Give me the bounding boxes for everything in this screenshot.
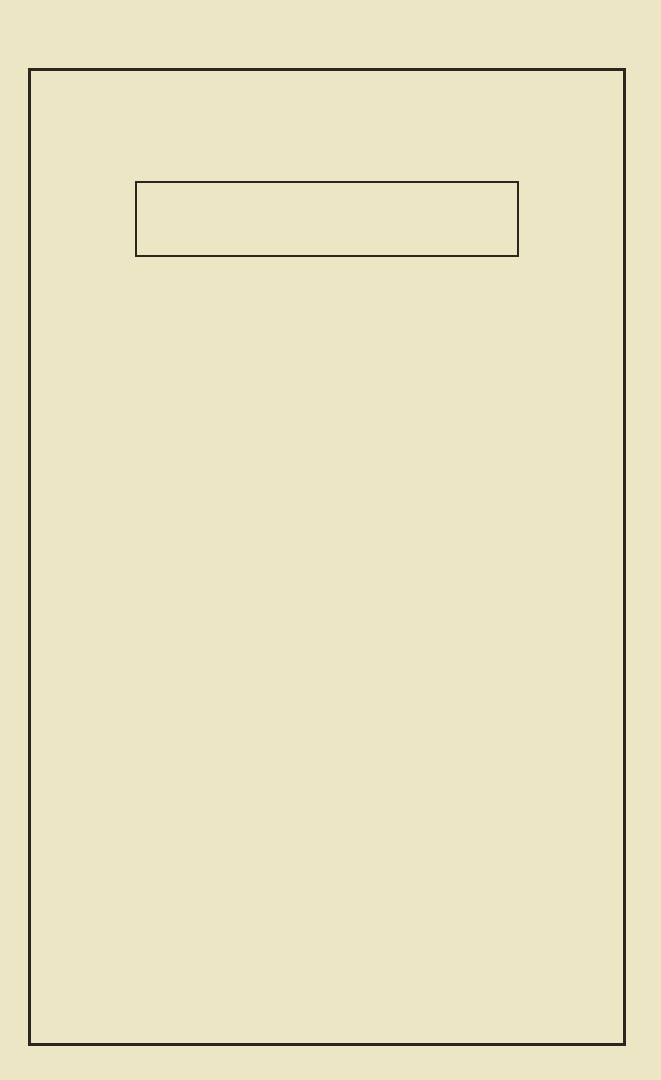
table-frame bbox=[28, 68, 626, 1046]
top-row bbox=[39, 79, 615, 171]
section-heading-band bbox=[39, 173, 615, 265]
section-heading bbox=[135, 181, 519, 257]
